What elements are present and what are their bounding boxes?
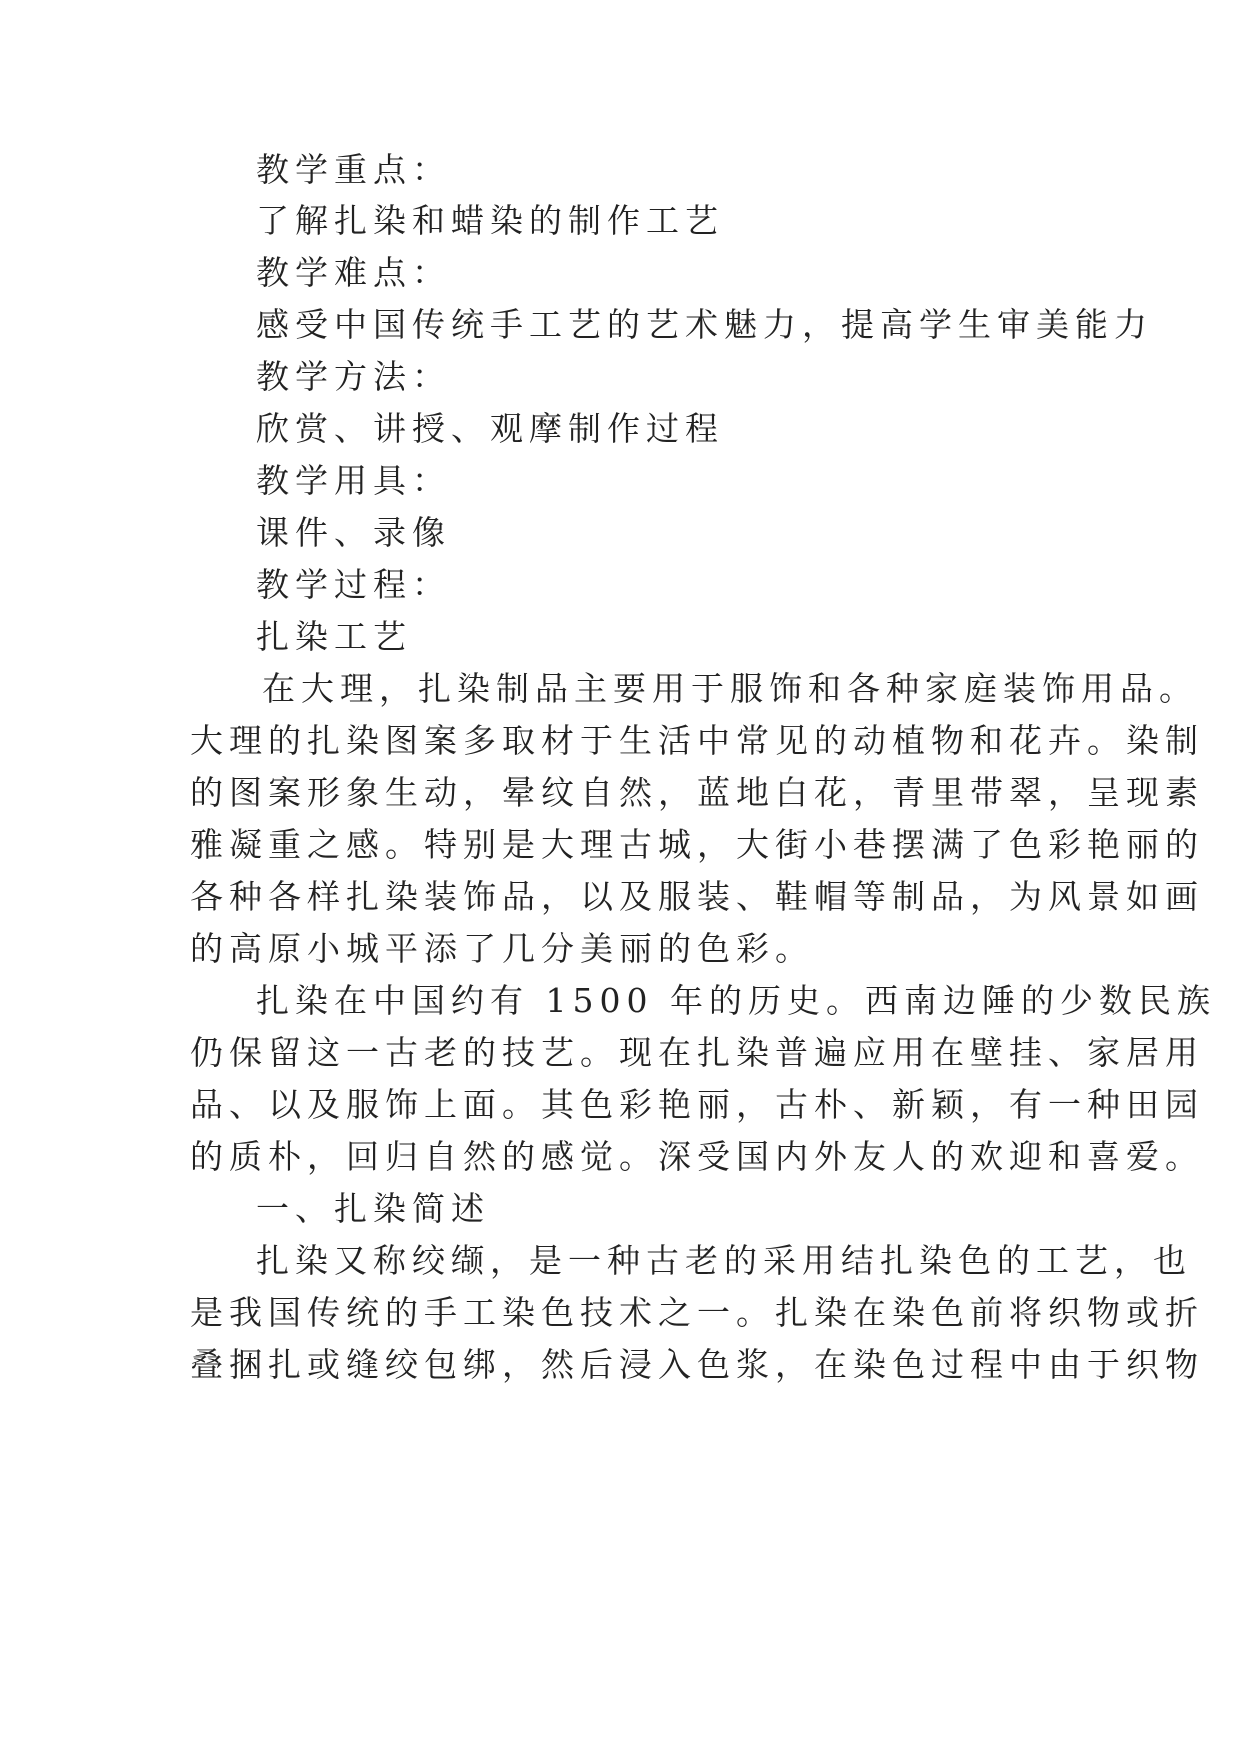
paragraph-line: 在大理，扎染制品主要用于服饰和各种家庭装饰用品。	[262, 669, 1198, 708]
paragraph-line: 大理的扎染图案多取材于生活中常见的动植物和花卉。染制	[190, 721, 1204, 760]
heading-teaching-tools: 教学用具：	[256, 461, 451, 500]
section-title-tie-dye: 扎染工艺	[256, 617, 412, 656]
section-heading-overview: 一、扎染简述	[256, 1189, 490, 1228]
paragraph-line: 雅凝重之感。特别是大理古城，大街小巷摆满了色彩艳丽的	[190, 825, 1204, 864]
text-teaching-difficulty: 感受中国传统手工艺的艺术魅力，提高学生审美能力	[256, 305, 1153, 344]
paragraph-line: 仍保留这一古老的技艺。现在扎染普遍应用在壁挂、家居用	[190, 1033, 1204, 1072]
paragraph-line: 的图案形象生动，晕纹自然，蓝地白花，青里带翠，呈现素	[190, 773, 1204, 812]
heading-teaching-difficulty: 教学难点：	[256, 253, 451, 292]
paragraph-line: 各种各样扎染装饰品，以及服装、鞋帽等制品，为风景如画	[190, 877, 1204, 916]
text-teaching-focus: 了解扎染和蜡染的制作工艺	[256, 201, 724, 240]
paragraph-line: 扎染在中国约有 1500 年的历史。西南边陲的少数民族	[256, 981, 1216, 1020]
text-teaching-tools: 课件、录像	[256, 513, 451, 552]
heading-teaching-method: 教学方法：	[256, 357, 451, 396]
paragraph-line: 是我国传统的手工染色技术之一。扎染在染色前将织物或折	[190, 1293, 1204, 1332]
paragraph-line: 的高原小城平添了几分美丽的色彩。	[190, 929, 814, 968]
paragraph-line: 扎染又称绞缬，是一种古老的采用结扎染色的工艺，也	[256, 1241, 1192, 1280]
heading-teaching-focus: 教学重点：	[256, 150, 451, 189]
paragraph-line: 品、以及服饰上面。其色彩艳丽，古朴、新颖，有一种田园	[190, 1085, 1204, 1124]
heading-teaching-process: 教学过程：	[256, 565, 451, 604]
paragraph-line: 的质朴，回归自然的感觉。深受国内外友人的欢迎和喜爱。	[190, 1137, 1204, 1176]
text-teaching-method: 欣赏、讲授、观摩制作过程	[256, 409, 724, 448]
paragraph-line: 叠捆扎或缝绞包绑，然后浸入色浆，在染色过程中由于织物	[190, 1345, 1204, 1384]
